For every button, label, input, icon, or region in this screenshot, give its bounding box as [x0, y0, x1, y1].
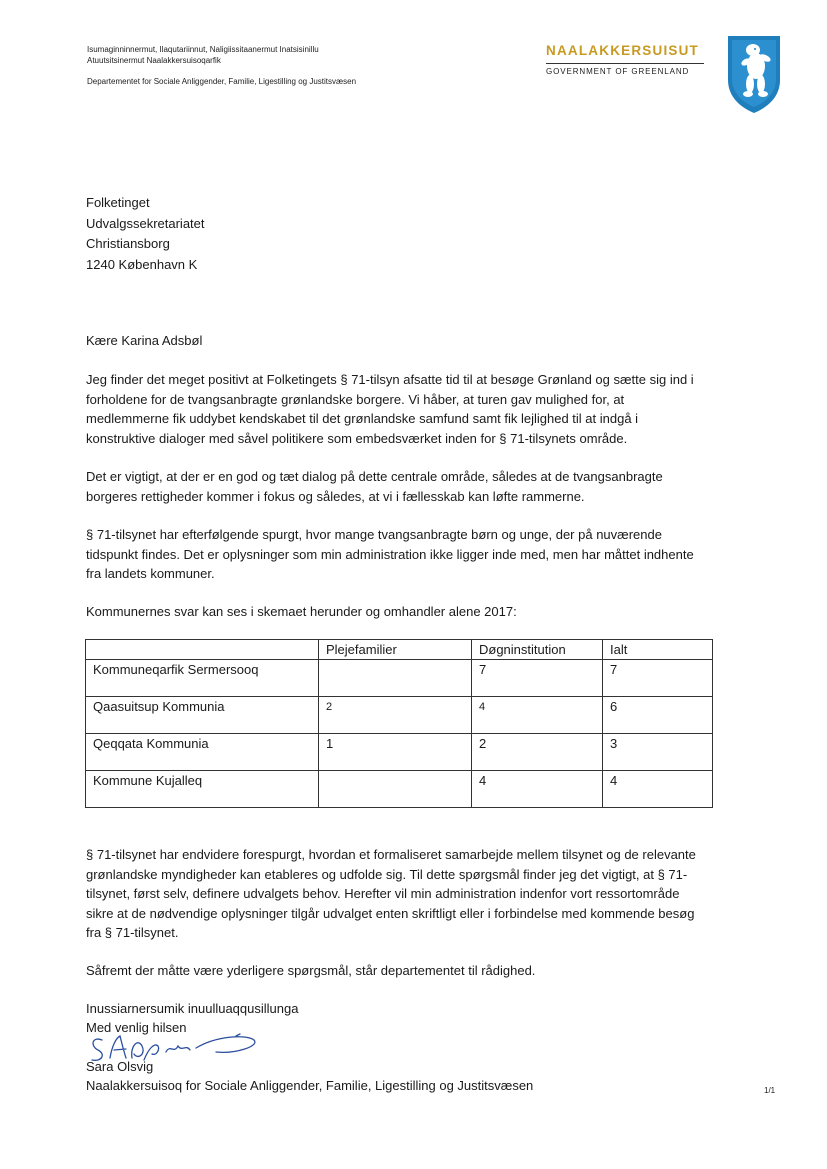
table-cell: 2	[319, 697, 472, 734]
address-line: 1240 København K	[86, 256, 198, 272]
paragraph-3: § 71-tilsynet har efterfølgende spurgt, hvor mange tvangsanbragte børn og unge, der på nuværende tidspunkt findes. Det er oplysninger som min administration ikke ligger inde med, men har måttet indhente fra landets kommuner.	[86, 527, 694, 581]
paragraph-5: § 71-tilsynet har endvidere forespurgt, hvordan et formaliseret samarbejde mellem tilsynet og de relevante grønlandske myndigheder kan etableres og udfolde sig. Til dette spørgsmål finder jeg det vigtigt, at § 71-tilsynet, først selv, definere udvalgets behov. Herefter vil min administration indenfor vort ressortområde sikre at de nødvendige oplysninger tilgår udvalget enten skriftligt eller i forbindelse med kommende besøg fra § 71-tilsynet.	[86, 847, 696, 940]
table-cell	[319, 771, 472, 808]
table-cell: 3	[603, 734, 713, 771]
brand-subtitle: GOVERNMENT OF GREENLAND	[546, 67, 690, 76]
salutation: Kære Karina Adsbøl	[86, 333, 203, 348]
placements-table	[85, 639, 713, 808]
table-header-row	[86, 640, 713, 660]
table-row	[86, 734, 713, 771]
government-logo	[546, 43, 706, 77]
ministry-line-2: Atuutsitsinermut Naalakkersuisoqarfik	[87, 56, 221, 65]
polar-bear-crest-icon	[726, 34, 782, 114]
table-header-cell: Ialt	[603, 640, 713, 660]
brand-name: NAALAKKERSUISUT	[546, 43, 699, 58]
table-cell: Qaasuitsup Kommunia	[86, 697, 319, 734]
brand-divider	[546, 63, 704, 64]
greeting-danish: Med venlig hilsen	[86, 1020, 187, 1035]
ministry-line-1: Isumaginninnermut, Ilaqutariinnut, Naligiissitaanermut Inatsisinillu	[87, 45, 319, 54]
table-header-cell	[86, 640, 319, 660]
signer-title: Naalakkersuisoq for Sociale Anliggender, Familie, Ligestilling og Justitsvæsen	[86, 1078, 534, 1093]
ministry-header	[87, 44, 356, 87]
address-line: Folketinget	[86, 195, 150, 210]
table-cell: Kommuneqarfik Sermersooq	[86, 660, 319, 697]
paragraph-6: Såfremt der måtte være yderligere spørgsmål, står departementet til rådighed.	[86, 963, 536, 978]
table-header-cell: Døgninstitution	[472, 640, 603, 660]
ministry-line-3: Departementet for Sociale Anliggender, Familie, Ligestilling og Justitsvæsen	[87, 77, 357, 86]
table-cell: 7	[603, 660, 713, 697]
table-row	[86, 771, 713, 808]
table-cell: 7	[472, 660, 603, 697]
table-header-cell: Plejefamilier	[319, 640, 472, 660]
greeting-greenlandic: Inussiarnersumik inuulluaqqusillunga	[86, 1001, 299, 1016]
page-number: 1/1	[764, 1086, 776, 1095]
table-cell	[319, 660, 472, 697]
table-cell: 2	[472, 734, 603, 771]
table-cell: Qeqqata Kommunia	[86, 734, 319, 771]
recipient-address	[86, 193, 205, 275]
table-row	[86, 697, 713, 734]
table-cell: 6	[603, 697, 713, 734]
signer-name: Sara Olsvig	[86, 1059, 154, 1074]
paragraph-2: Det er vigtigt, at der er en god og tæt dialog på dette centrale område, således at de tvangsanbragte borgeres rettigheder kommer i fokus og således, at vi i fællesskab kan løfte rammerne.	[86, 469, 663, 504]
paragraph-1: Jeg finder det meget positivt at Folketingets § 71-tilsyn afsatte tid til at besøge Grønland og sætte sig ind i forholdene for de tvangsanbragte grønlandske borgere. Vi håber, at turen gav mulighed for, at medlemmerne fik uddybet kendskabet til det grønlandske samfund samt fik lejlighed til at indgå i konstruktive dialoger med såvel politikere som embedsværket inden for § 71-tilsynets område.	[86, 372, 694, 446]
table-cell: Kommune Kujalleq	[86, 771, 319, 808]
table-cell: 4	[472, 771, 603, 808]
table-row	[86, 660, 713, 697]
address-line: Udvalgssekretariatet	[86, 215, 205, 231]
address-line: Christiansborg	[86, 236, 170, 251]
table-cell: 1	[319, 734, 472, 771]
table-cell: 4	[472, 697, 603, 734]
table-cell: 4	[603, 771, 713, 808]
paragraph-4: Kommunernes svar kan ses i skemaet herunder og omhandler alene 2017:	[86, 604, 517, 619]
